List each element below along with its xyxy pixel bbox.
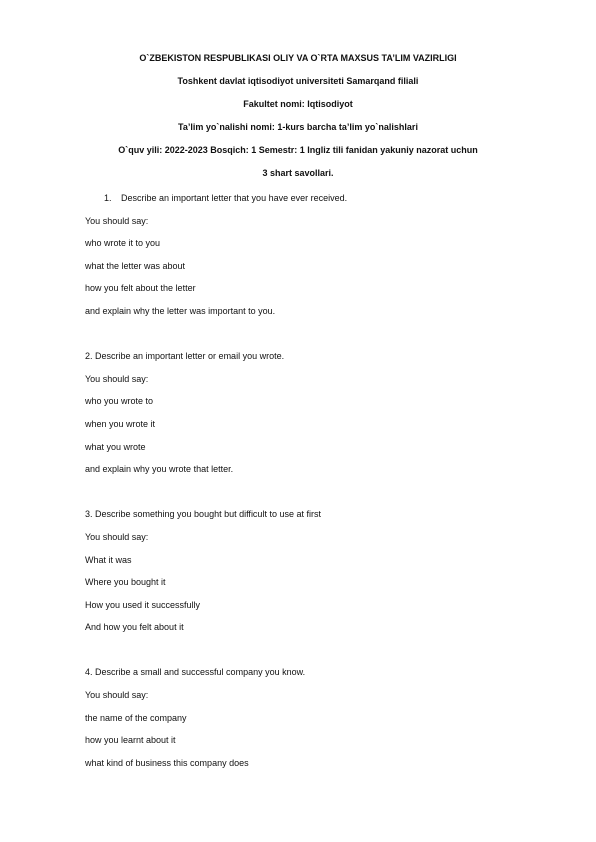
question-3-point-1: What it was — [85, 554, 132, 565]
blank-line — [85, 487, 555, 498]
question-3-point-4: And how you felt about it — [85, 622, 184, 633]
question-1-number: 1. — [104, 193, 112, 203]
question-4-point-1: the name of the company — [85, 712, 187, 723]
questions-list — [85, 193, 555, 780]
question-4-prompt: You should say: — [85, 690, 149, 701]
direction-name: Ta’lim yo`nalishi nomi: 1-kurs barcha ta’lim yo`nalishlari — [178, 122, 418, 132]
question-1-prompt: You should say: — [85, 215, 149, 226]
question-2-prompt: You should say: — [85, 373, 149, 384]
question-4-point-2: how you learnt about it — [85, 735, 176, 746]
question-2-title: 2. Describe an important letter or email you wrote. — [85, 351, 285, 362]
ministry-title: O`ZBEKISTON RESPUBLIKASI OLIY VA O`RTA MAXSUS TA’LIM VAZIRLIGI — [139, 53, 457, 63]
session-info: O`quv yili: 2022-2023 Bosqich: 1 Semestr: 1 Ingliz tili fanidan yakuniy nazorat uchun — [118, 145, 478, 155]
question-2-point-1: who you wrote to — [85, 396, 154, 407]
question-3-title: 3. Describe something you bought but difficult to use at first — [85, 509, 321, 520]
blank-line — [85, 329, 555, 340]
session-info-continued: 3 shart savollari. — [262, 168, 334, 178]
faculty-name: Fakultet nomi: Iqtisodiyot — [243, 99, 353, 109]
question-4-point-3: what kind of business this company does — [85, 757, 249, 768]
question-1-point-1: who wrote it to you — [85, 238, 161, 249]
question-1-title — [85, 193, 555, 204]
question-3-point-3: How you used it successfully — [85, 599, 201, 610]
university-name: Toshkent davlat iqtisodiyot universiteti Samarqand filiali — [177, 76, 419, 86]
question-1-point-3: how you felt about the letter — [85, 283, 196, 294]
question-2-point-2: when you wrote it — [85, 418, 156, 429]
question-2-point-4: and explain why you wrote that letter. — [85, 464, 234, 475]
document-header — [0, 53, 596, 189]
question-3-point-2: Where you bought it — [85, 577, 166, 588]
question-2-point-3: what you wrote — [85, 441, 146, 452]
question-1-point-4: and explain why the letter was important to you. — [85, 305, 276, 316]
question-3-prompt: You should say: — [85, 531, 149, 542]
question-4-title: 4. Describe a small and successful company you know. — [85, 667, 306, 678]
question-1-text: Describe an important letter that you have ever received. — [121, 193, 348, 203]
question-1-point-2: what the letter was about — [85, 260, 186, 271]
blank-line — [85, 645, 555, 656]
